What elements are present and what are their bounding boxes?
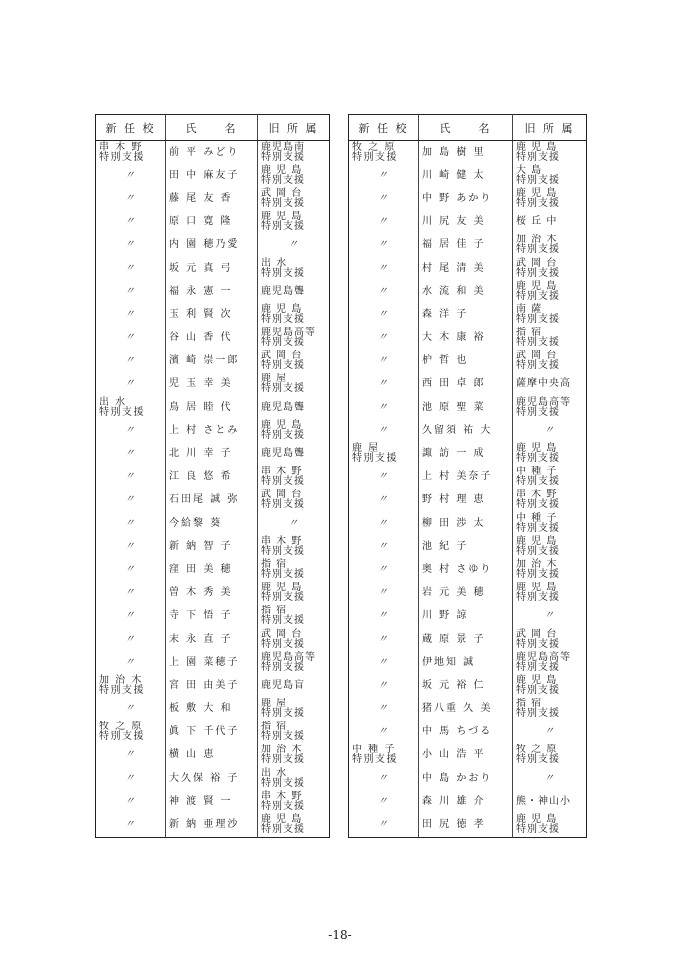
name-cell: 板 敷 大 和 bbox=[166, 698, 258, 721]
name-cell: 野 村 理 恵 bbox=[419, 489, 513, 512]
previous-affiliation-cell: 鹿 児 島 特別支援 bbox=[516, 187, 560, 209]
school-cell: 〃 bbox=[349, 419, 419, 442]
school-cell: 〃 bbox=[96, 651, 166, 674]
previous-affiliation-cell: 大 島 特別支援 bbox=[516, 164, 560, 186]
name-cell: 川 尻 友 美 bbox=[419, 211, 513, 234]
name-cell: 寺 下 悟 子 bbox=[166, 605, 258, 628]
name-cell: 神 渡 賢 一 bbox=[166, 790, 258, 813]
name-cell: 福 永 憲 一 bbox=[166, 280, 258, 303]
table-row bbox=[349, 396, 587, 419]
name-cell: 岩 元 美 穂 bbox=[419, 582, 513, 605]
name-cell: 池 原 聖 菜 bbox=[419, 396, 513, 419]
previous-affiliation-cell: 桜 丘 中 bbox=[516, 216, 558, 228]
table-row bbox=[349, 582, 587, 605]
table-row bbox=[349, 187, 587, 210]
name-cell: 原 口 寛 隆 bbox=[166, 211, 258, 234]
name-cell: 村 尾 清 美 bbox=[419, 257, 513, 280]
school-cell: 〃 bbox=[96, 489, 166, 512]
name-cell: 玉 利 賢 次 bbox=[166, 303, 258, 326]
previous-affiliation-cell: 鹿 児 島 特別支援 bbox=[516, 674, 560, 696]
left-roster-body bbox=[96, 141, 330, 838]
previous-affiliation-cell: 鹿児島高等 特別支援 bbox=[516, 396, 571, 418]
school-cell: 〃 bbox=[349, 234, 419, 257]
table-row bbox=[96, 419, 330, 442]
school-cell: 〃 bbox=[96, 813, 166, 837]
table-row bbox=[96, 257, 330, 280]
previous-affiliation-cell: 鹿児島聾 bbox=[261, 448, 305, 460]
previous-affiliation-cell: 武 岡 台 特別支援 bbox=[516, 350, 560, 372]
name-cell: 児 玉 幸 美 bbox=[166, 373, 258, 396]
previous-affiliation-cell: 鹿児島南 特別支援 bbox=[261, 141, 305, 163]
previous-affiliation-cell: 鹿 児 島 特別支援 bbox=[516, 280, 560, 302]
school-cell: 鹿 屋 特別支援 bbox=[349, 442, 419, 465]
previous-affiliation-cell: 〃 bbox=[544, 726, 555, 738]
name-cell: 坂 元 真 弓 bbox=[166, 257, 258, 280]
table-row bbox=[96, 558, 330, 581]
school-cell: 〃 bbox=[349, 164, 419, 187]
previous-affiliation-cell: 中 種 子 特別支援 bbox=[516, 466, 560, 488]
previous-affiliation-cell: 鹿 児 島 特別支援 bbox=[516, 443, 560, 465]
table-row bbox=[349, 558, 587, 581]
table-row bbox=[96, 489, 330, 512]
name-cell: 横 山 恵 bbox=[166, 744, 258, 767]
school-cell: 串 木 野 特別支援 bbox=[96, 141, 166, 165]
name-cell: 川 崎 健 太 bbox=[419, 164, 513, 187]
table-row bbox=[349, 280, 587, 303]
table-row bbox=[96, 582, 330, 605]
header-name: 氏 名 bbox=[419, 115, 513, 141]
name-cell: 今給黎 葵 bbox=[166, 512, 258, 535]
name-cell: 江 良 悠 希 bbox=[166, 466, 258, 489]
previous-affiliation-cell: 指 宿 特別支援 bbox=[261, 558, 305, 580]
table-row bbox=[349, 535, 587, 558]
name-cell: 池 紀 子 bbox=[419, 535, 513, 558]
previous-affiliation-cell: 鹿児島高等 特別支援 bbox=[261, 327, 316, 349]
previous-affiliation-cell: 出 水 特別支援 bbox=[261, 767, 305, 789]
table-row bbox=[96, 350, 330, 373]
header-school: 新 任 校 bbox=[349, 115, 419, 141]
previous-affiliation-cell: 鹿 児 島 特別支援 bbox=[516, 814, 560, 836]
previous-affiliation-cell: 武 岡 台 特別支援 bbox=[261, 350, 305, 372]
school-cell: 〃 bbox=[96, 187, 166, 210]
table-row bbox=[349, 721, 587, 744]
school-cell: 〃 bbox=[349, 489, 419, 512]
previous-affiliation-cell: 薩摩中央高 bbox=[516, 378, 571, 390]
school-cell: 牧 之 原 特別支援 bbox=[96, 721, 166, 744]
name-cell: 新 納 智 子 bbox=[166, 535, 258, 558]
school-cell: 〃 bbox=[349, 187, 419, 210]
previous-affiliation-cell: 鹿 屋 特別支援 bbox=[261, 698, 305, 720]
previous-affiliation-cell: 串 木 野 特別支援 bbox=[516, 489, 560, 511]
school-cell: 〃 bbox=[349, 350, 419, 373]
right-roster-table bbox=[348, 114, 587, 838]
school-cell: 〃 bbox=[349, 605, 419, 628]
school-cell: 〃 bbox=[96, 164, 166, 187]
previous-affiliation-cell: 武 岡 台 特別支援 bbox=[516, 628, 560, 650]
previous-affiliation-cell: 加 治 木 特別支援 bbox=[516, 234, 560, 256]
table-row bbox=[349, 211, 587, 234]
name-cell: 小 山 浩 平 bbox=[419, 744, 513, 767]
table-row bbox=[96, 512, 330, 535]
previous-affiliation-cell: 指 宿 特別支援 bbox=[261, 721, 305, 743]
school-cell: 〃 bbox=[349, 674, 419, 697]
previous-affiliation-cell: 鹿 児 島 特別支援 bbox=[261, 303, 305, 325]
table-row bbox=[96, 813, 330, 837]
table-row bbox=[96, 605, 330, 628]
name-cell: 新 納 亜理沙 bbox=[166, 813, 258, 837]
table-row bbox=[349, 257, 587, 280]
school-cell: 〃 bbox=[96, 257, 166, 280]
name-cell: 久留須 祐 大 bbox=[419, 419, 513, 442]
table-row bbox=[349, 605, 587, 628]
name-cell: 内 園 穂乃愛 bbox=[166, 234, 258, 257]
school-cell: 牧 之 原 特別支援 bbox=[349, 141, 419, 165]
previous-affiliation-cell: 鹿 児 島 特別支援 bbox=[261, 211, 305, 233]
previous-affiliation-cell: 加 治 木 特別支援 bbox=[516, 558, 560, 580]
name-cell: 福 居 佳 子 bbox=[419, 234, 513, 257]
previous-affiliation-cell: 指 宿 特別支援 bbox=[516, 698, 560, 720]
school-cell: 〃 bbox=[349, 396, 419, 419]
table-row bbox=[349, 489, 587, 512]
table-row bbox=[349, 767, 587, 790]
previous-affiliation-cell: 鹿 児 島 特別支援 bbox=[516, 535, 560, 557]
previous-affiliation-cell: 串 木 野 特別支援 bbox=[261, 790, 305, 812]
previous-affiliation-cell: 中 種 子 特別支援 bbox=[516, 512, 560, 534]
name-cell: 大 木 康 裕 bbox=[419, 327, 513, 350]
table-row bbox=[96, 280, 330, 303]
name-cell: 諏 訪 一 成 bbox=[419, 442, 513, 465]
name-cell: 曽 木 秀 美 bbox=[166, 582, 258, 605]
table-row bbox=[96, 721, 330, 744]
name-cell: 上 村 さとみ bbox=[166, 419, 258, 442]
name-cell: 田 尻 徳 孝 bbox=[419, 813, 513, 837]
school-cell: 〃 bbox=[96, 350, 166, 373]
school-cell: 〃 bbox=[96, 535, 166, 558]
table-row bbox=[349, 512, 587, 535]
school-cell: 〃 bbox=[96, 303, 166, 326]
school-cell: 〃 bbox=[349, 628, 419, 651]
previous-affiliation-cell: 鹿 屋 特別支援 bbox=[261, 373, 305, 395]
table-row bbox=[96, 535, 330, 558]
school-cell: 〃 bbox=[349, 813, 419, 837]
name-cell: 鳥 居 睦 代 bbox=[166, 396, 258, 419]
left-roster-table bbox=[95, 114, 330, 838]
previous-affiliation-cell: 鹿 児 島 特別支援 bbox=[261, 814, 305, 836]
previous-affiliation-cell: 武 岡 台 特別支援 bbox=[261, 187, 305, 209]
name-cell: 上 村 美奈子 bbox=[419, 466, 513, 489]
previous-affiliation-cell: 鹿児島高等 特別支援 bbox=[516, 651, 571, 673]
table-row bbox=[349, 466, 587, 489]
name-cell: 中 島 かおり bbox=[419, 767, 513, 790]
previous-affiliation-cell: 熊・神山小 bbox=[516, 795, 571, 807]
name-cell: 猪八重 久 美 bbox=[419, 698, 513, 721]
header-school: 新 任 校 bbox=[96, 115, 166, 141]
school-cell: 〃 bbox=[96, 605, 166, 628]
school-cell: 〃 bbox=[96, 512, 166, 535]
name-cell: 北 川 幸 子 bbox=[166, 442, 258, 465]
table-row bbox=[96, 211, 330, 234]
table-row bbox=[349, 790, 587, 813]
school-cell: 〃 bbox=[96, 582, 166, 605]
name-cell: 宮 田 由美子 bbox=[166, 674, 258, 697]
previous-affiliation-cell: 加 治 木 特別支援 bbox=[261, 744, 305, 766]
previous-affiliation-cell: 鹿 児 島 特別支援 bbox=[516, 582, 560, 604]
name-cell: 石田尾 誠 弥 bbox=[166, 489, 258, 512]
name-cell: 水 流 和 美 bbox=[419, 280, 513, 303]
table-row bbox=[349, 164, 587, 187]
right-header-row bbox=[349, 115, 587, 141]
header-prev: 旧 所 属 bbox=[513, 115, 587, 141]
name-cell: 眞 下 千代子 bbox=[166, 721, 258, 744]
previous-affiliation-cell: 〃 bbox=[544, 772, 555, 784]
school-cell: 中 種 子 特別支援 bbox=[349, 744, 419, 767]
school-cell: 〃 bbox=[96, 628, 166, 651]
left-header-row bbox=[96, 115, 330, 141]
school-cell: 〃 bbox=[96, 211, 166, 234]
table-row bbox=[349, 350, 587, 373]
previous-affiliation-cell: 鹿 児 島 特別支援 bbox=[261, 582, 305, 604]
previous-affiliation-cell: 〃 bbox=[544, 424, 555, 436]
page-number: -18- bbox=[328, 928, 352, 942]
table-row bbox=[96, 396, 330, 419]
right-roster-body bbox=[349, 141, 587, 838]
name-cell: 濱 崎 崇一郎 bbox=[166, 350, 258, 373]
name-cell: 末 永 直 子 bbox=[166, 628, 258, 651]
previous-affiliation-cell: 鹿 児 島 特別支援 bbox=[261, 419, 305, 441]
previous-affiliation-cell: 鹿 児 島 特別支援 bbox=[516, 141, 560, 163]
school-cell: 出 水 特別支援 bbox=[96, 396, 166, 419]
name-cell: 前 平 みどり bbox=[166, 141, 258, 165]
table-row bbox=[349, 234, 587, 257]
school-cell: 〃 bbox=[96, 419, 166, 442]
school-cell: 〃 bbox=[96, 373, 166, 396]
name-cell: 藤 尾 友 香 bbox=[166, 187, 258, 210]
school-cell: 〃 bbox=[96, 442, 166, 465]
previous-affiliation-cell: 武 岡 台 特別支援 bbox=[261, 628, 305, 650]
previous-affiliation-cell: 出 水 特別支援 bbox=[261, 257, 305, 279]
school-cell: 〃 bbox=[96, 234, 166, 257]
previous-affiliation-cell: 指 宿 特別支援 bbox=[261, 605, 305, 627]
school-cell: 〃 bbox=[349, 280, 419, 303]
table-row bbox=[349, 813, 587, 837]
school-cell: 〃 bbox=[349, 721, 419, 744]
name-cell: 森 洋 子 bbox=[419, 303, 513, 326]
name-cell: 枦 哲 也 bbox=[419, 350, 513, 373]
name-cell: 大久保 裕 子 bbox=[166, 767, 258, 790]
previous-affiliation-cell: 鹿児島聾 bbox=[261, 285, 305, 297]
table-row bbox=[96, 164, 330, 187]
table-row bbox=[96, 234, 330, 257]
table-row bbox=[96, 303, 330, 326]
school-cell: 〃 bbox=[349, 651, 419, 674]
name-cell: 加 島 樹 里 bbox=[419, 141, 513, 165]
name-cell: 蔵 原 景 子 bbox=[419, 628, 513, 651]
table-row bbox=[96, 674, 330, 697]
table-row bbox=[96, 628, 330, 651]
table-row bbox=[349, 442, 587, 465]
school-cell: 〃 bbox=[96, 698, 166, 721]
name-cell: 田 中 麻友子 bbox=[166, 164, 258, 187]
previous-affiliation-cell: 鹿 児 島 特別支援 bbox=[261, 164, 305, 186]
school-cell: 〃 bbox=[96, 466, 166, 489]
school-cell: 〃 bbox=[349, 327, 419, 350]
school-cell: 〃 bbox=[349, 211, 419, 234]
previous-affiliation-cell: 鹿児島盲 bbox=[261, 679, 305, 691]
school-cell: 〃 bbox=[96, 790, 166, 813]
school-cell: 〃 bbox=[349, 790, 419, 813]
previous-affiliation-cell: 鹿児島聾 bbox=[261, 401, 305, 413]
table-row bbox=[96, 327, 330, 350]
school-cell: 〃 bbox=[349, 257, 419, 280]
school-cell: 〃 bbox=[349, 767, 419, 790]
name-cell: 西 田 卓 郎 bbox=[419, 373, 513, 396]
previous-affiliation-cell: 〃 bbox=[288, 517, 299, 529]
name-cell: 森 川 雄 介 bbox=[419, 790, 513, 813]
table-row bbox=[96, 744, 330, 767]
school-cell: 〃 bbox=[96, 280, 166, 303]
name-cell: 上 園 菜穂子 bbox=[166, 651, 258, 674]
previous-affiliation-cell: 牧 之 原 特別支援 bbox=[516, 744, 560, 766]
table-row bbox=[349, 327, 587, 350]
name-cell: 坂 元 裕 仁 bbox=[419, 674, 513, 697]
name-cell: 中 野 あかり bbox=[419, 187, 513, 210]
table-row bbox=[349, 373, 587, 396]
school-cell: 〃 bbox=[349, 535, 419, 558]
name-cell: 中 馬 ちづる bbox=[419, 721, 513, 744]
table-row bbox=[349, 674, 587, 697]
name-cell: 窪 田 美 穂 bbox=[166, 558, 258, 581]
school-cell: 〃 bbox=[349, 512, 419, 535]
previous-affiliation-cell: 武 岡 台 特別支援 bbox=[516, 257, 560, 279]
school-cell: 〃 bbox=[349, 558, 419, 581]
previous-affiliation-cell: 鹿児島高等 特別支援 bbox=[261, 651, 316, 673]
previous-affiliation-cell: 南 薩 特別支援 bbox=[516, 303, 560, 325]
name-cell: 奥 村 さゆり bbox=[419, 558, 513, 581]
school-cell: 加 治 木 特別支援 bbox=[96, 674, 166, 697]
table-row bbox=[96, 790, 330, 813]
previous-affiliation-cell: 指 宿 特別支援 bbox=[516, 327, 560, 349]
school-cell: 〃 bbox=[349, 582, 419, 605]
previous-affiliation-cell: 串 木 野 特別支援 bbox=[261, 466, 305, 488]
school-cell: 〃 bbox=[96, 558, 166, 581]
school-cell: 〃 bbox=[96, 744, 166, 767]
table-row bbox=[349, 744, 587, 767]
table-row bbox=[96, 466, 330, 489]
table-row bbox=[96, 442, 330, 465]
table-row bbox=[349, 628, 587, 651]
table-row bbox=[349, 698, 587, 721]
table-row bbox=[96, 651, 330, 674]
table-row bbox=[349, 419, 587, 442]
school-cell: 〃 bbox=[349, 466, 419, 489]
previous-affiliation-cell: 武 岡 台 特別支援 bbox=[261, 489, 305, 511]
table-row bbox=[349, 651, 587, 674]
name-cell: 伊地知 誠 bbox=[419, 651, 513, 674]
table-row bbox=[96, 141, 330, 165]
previous-affiliation-cell: 串 木 野 特別支援 bbox=[261, 535, 305, 557]
table-row bbox=[96, 373, 330, 396]
school-cell: 〃 bbox=[96, 327, 166, 350]
table-row bbox=[349, 141, 587, 165]
school-cell: 〃 bbox=[349, 698, 419, 721]
name-cell: 谷 山 香 代 bbox=[166, 327, 258, 350]
previous-affiliation-cell: 〃 bbox=[288, 239, 299, 251]
header-prev: 旧 所 属 bbox=[258, 115, 330, 141]
table-row bbox=[96, 187, 330, 210]
table-row bbox=[349, 303, 587, 326]
school-cell: 〃 bbox=[96, 767, 166, 790]
school-cell: 〃 bbox=[349, 303, 419, 326]
name-cell: 川 野 諒 bbox=[419, 605, 513, 628]
school-cell: 〃 bbox=[349, 373, 419, 396]
table-row bbox=[96, 698, 330, 721]
table-row bbox=[96, 767, 330, 790]
header-name: 氏 名 bbox=[166, 115, 258, 141]
name-cell: 柳 田 渉 太 bbox=[419, 512, 513, 535]
previous-affiliation-cell: 〃 bbox=[544, 610, 555, 622]
